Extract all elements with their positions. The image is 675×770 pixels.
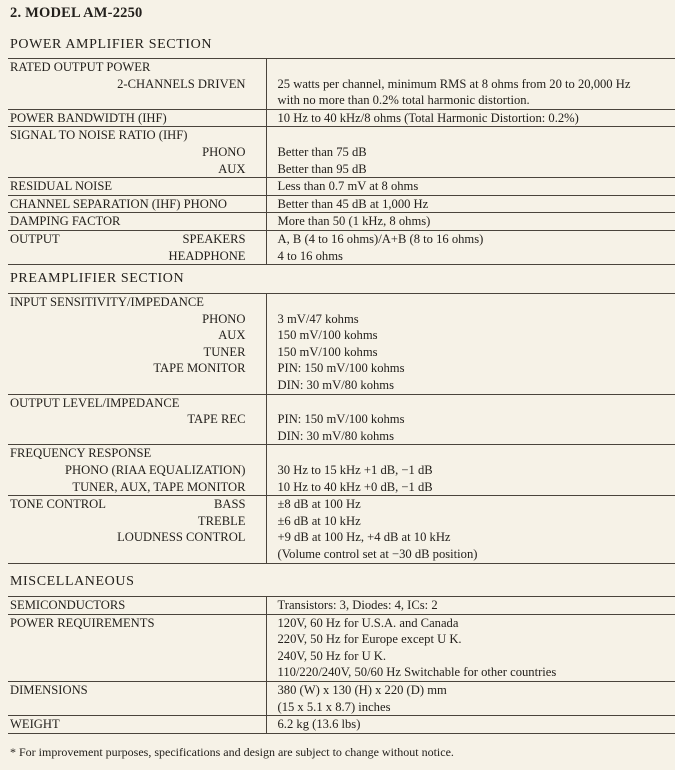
spec-value: 220V, 50 Hz for Europe except U K.	[277, 632, 462, 647]
spec-label: WEIGHT	[10, 717, 60, 732]
spec-sublabel: BASS	[213, 497, 246, 512]
spec-label: POWER BANDWIDTH (IHF)	[10, 110, 167, 125]
spec-row-channel-separation	[8, 195, 675, 213]
spec-sublabel: TAPE REC	[187, 412, 246, 427]
model-title: 2. MODEL AM-2250	[10, 5, 143, 21]
spec-value: 110/220/240V, 50/60 Hz Switchable for other countries	[277, 665, 557, 680]
spec-label: SEMICONDUCTORS	[10, 598, 126, 612]
spec-label: OUTPUT	[10, 231, 60, 246]
footnote: * For improvement purposes, specifications and design are subject to change without notice.	[10, 745, 454, 759]
spec-value: 4 to 16 ohms	[277, 248, 343, 263]
spec-sublabel: SPEAKERS	[182, 231, 246, 246]
spec-value: 3 mV/47 kohms	[277, 311, 359, 326]
spec-row-residual-noise	[8, 178, 675, 196]
spec-value: 10 Hz to 40 kHz +0 dB, −1 dB	[277, 479, 433, 494]
spec-value: (15 x 5.1 x 8.7) inches	[277, 699, 391, 714]
spec-value: ±8 dB at 100 Hz	[277, 497, 361, 512]
spec-row-power-requirements	[8, 614, 675, 681]
spec-label: RESIDUAL NOISE	[10, 179, 113, 194]
section-heading-power-amplifier: POWER AMPLIFIER SECTION	[10, 37, 213, 52]
spec-row-rated-output-power	[8, 59, 675, 110]
spec-sublabel: AUX	[218, 161, 246, 176]
spec-label: RATED OUTPUT POWER	[10, 60, 151, 74]
spec-label: CHANNEL SEPARATION (IHF) PHONO	[10, 196, 228, 211]
spec-value: ±6 dB at 10 kHz	[277, 513, 361, 528]
spec-value: with no more than 0.2% total harmonic distortion.	[277, 93, 530, 108]
spec-label: INPUT SENSITIVITY/IMPEDANCE	[10, 295, 204, 309]
spec-row-output-level	[8, 394, 675, 445]
spec-value: PIN: 150 mV/100 kohms	[277, 412, 405, 427]
spec-value: 240V, 50 Hz for U K.	[277, 648, 387, 663]
spec-value: Better than 75 dB	[277, 144, 367, 159]
miscellaneous-table	[8, 596, 675, 734]
spec-value: Better than 45 dB at 1,000 Hz	[277, 196, 429, 211]
spec-row-input-sensitivity	[8, 294, 675, 395]
spec-sublabel: PHONO	[202, 311, 246, 326]
section-heading-preamplifier: PREAMPLIFIER SECTION	[10, 271, 185, 286]
spec-label: SIGNAL TO NOISE RATIO (IHF)	[10, 128, 188, 143]
spec-row-damping-factor	[8, 213, 675, 231]
spec-value: 380 (W) x 130 (H) x 220 (D) mm	[277, 682, 447, 697]
spec-row-tone-control	[8, 496, 675, 563]
spec-sublabel: TAPE MONITOR	[153, 361, 246, 376]
spec-label: OUTPUT LEVEL/IMPEDANCE	[10, 395, 180, 410]
spec-value	[278, 59, 675, 76]
spec-sublabel: LOUDNESS CONTROL	[117, 530, 246, 545]
spec-label: DAMPING FACTOR	[10, 214, 121, 229]
spec-value: +9 dB at 100 Hz, +4 dB at 10 kHz	[277, 530, 451, 545]
spec-row-power-bandwidth	[8, 109, 675, 127]
spec-label: DIMENSIONS	[10, 682, 88, 697]
spec-value: 25 watts per channel, minimum RMS at 8 ohms from 20 to 20,000 Hz	[277, 76, 631, 91]
spec-value: 150 mV/100 kohms	[277, 328, 378, 343]
spec-value: DIN: 30 mV/80 kohms	[277, 377, 394, 392]
spec-value: Better than 95 dB	[277, 161, 367, 176]
spec-value: Transistors: 3, Diodes: 4, ICs: 2	[277, 598, 438, 612]
section-heading-miscellaneous: MISCELLANEOUS	[10, 574, 135, 589]
spec-label: TONE CONTROL	[10, 497, 106, 512]
spec-value: Less than 0.7 mV at 8 ohms	[277, 179, 419, 194]
spec-sublabel: PHONO (RIAA EQUALIZATION)	[65, 462, 246, 477]
power-amplifier-table	[8, 58, 675, 265]
spec-value: A, B (4 to 16 ohms)/A+B (8 to 16 ohms)	[277, 231, 484, 246]
spec-value: 120V, 60 Hz for U.S.A. and Canada	[277, 615, 459, 630]
spec-value: 10 Hz to 40 kHz/8 ohms (Total Harmonic Distortion: 0.2%)	[277, 110, 579, 125]
spec-label: FREQUENCY RESPONSE	[10, 446, 152, 461]
spec-sublabel: TUNER, AUX, TAPE MONITOR	[72, 479, 246, 494]
spec-value: 150 mV/100 kohms	[277, 344, 378, 359]
spec-sublabel: AUX	[218, 328, 246, 343]
spec-sublabel: 2-CHANNELS DRIVEN	[117, 76, 246, 91]
spec-row-frequency-response	[8, 445, 675, 496]
spec-row-signal-to-noise	[8, 127, 675, 178]
spec-label: POWER REQUIREMENTS	[10, 615, 155, 630]
spec-row-semiconductors	[8, 597, 675, 615]
spec-value: PIN: 150 mV/100 kohms	[277, 361, 405, 376]
spec-sublabel: PHONO	[202, 144, 246, 159]
spec-value: (Volume control set at −30 dB position)	[277, 546, 478, 561]
spec-row-output	[8, 230, 675, 264]
spec-row-weight	[8, 716, 675, 734]
spec-sublabel: TREBLE	[197, 513, 246, 528]
spec-value: More than 50 (1 kHz, 8 ohms)	[277, 214, 431, 229]
spec-value: DIN: 30 mV/80 kohms	[277, 428, 394, 443]
spec-row-dimensions	[8, 681, 675, 715]
spec-sublabel: HEADPHONE	[168, 248, 246, 263]
spec-value: 6.2 kg (13.6 lbs)	[277, 717, 361, 732]
preamplifier-table	[8, 293, 675, 564]
spec-value: 30 Hz to 15 kHz +1 dB, −1 dB	[277, 462, 433, 477]
spec-sublabel: TUNER	[203, 344, 246, 359]
